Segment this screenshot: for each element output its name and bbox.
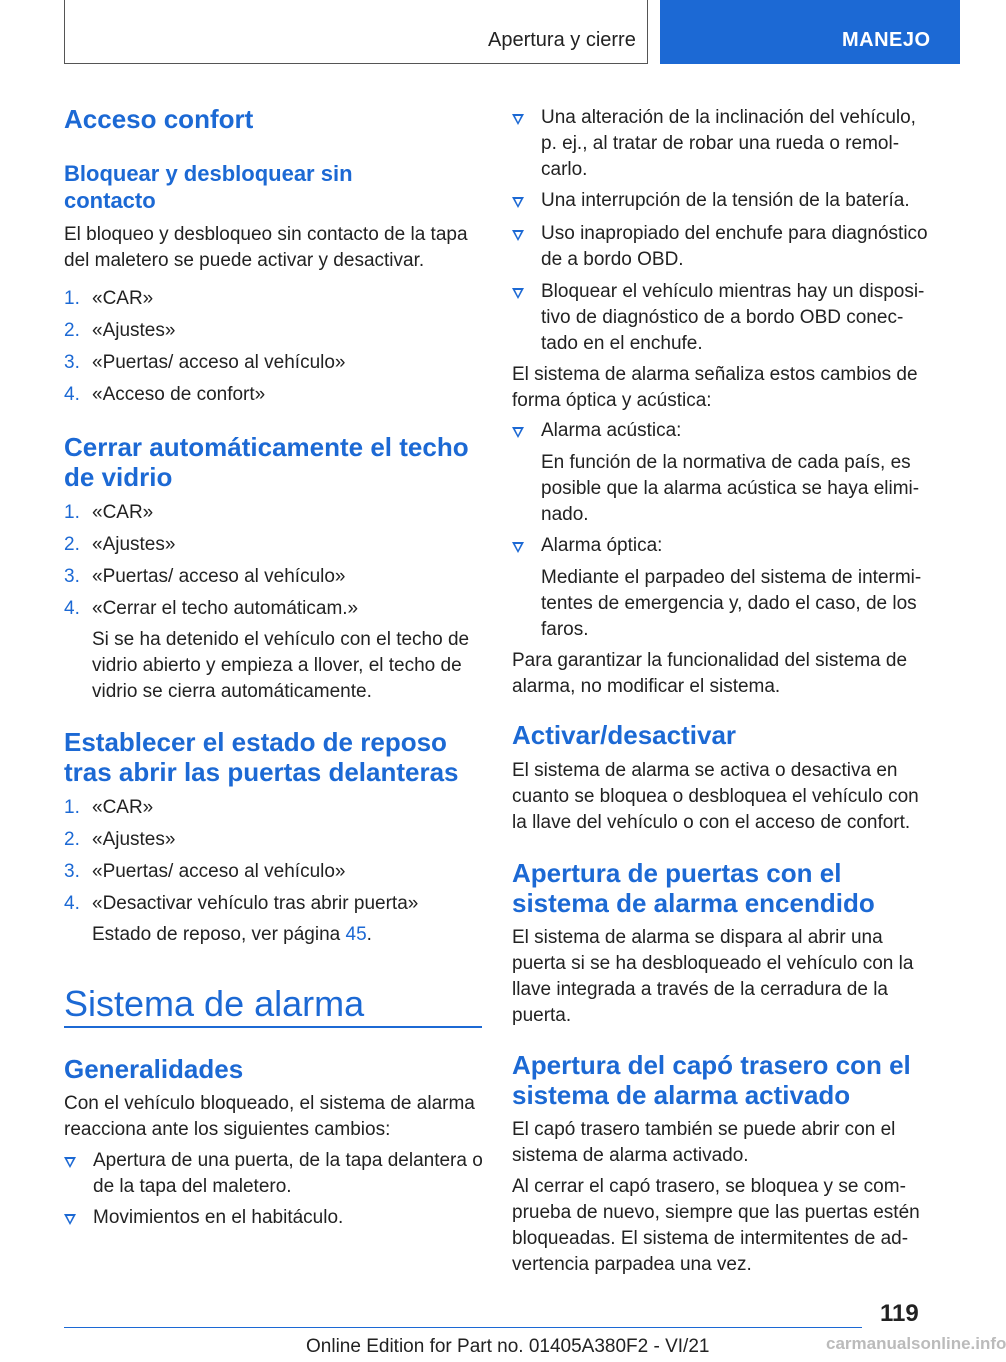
gen-text-line1: Con el vehículo bloqueado, el sistema de alarma (64, 1093, 475, 1114)
r-bullet6-text-line2: tentes de emergencia y, dado el caso, de los (541, 593, 917, 614)
r-bullet5-text-line2: posible que la alarma acústica se haya elimi‐ (541, 478, 920, 499)
list-item: 4. «Acceso de confort» (64, 382, 265, 408)
r-bullet2: Una interrupción de la tensión de la batería. (541, 190, 910, 211)
r-para2-line1: Para garantizar la funcionalidad del sistema de (512, 650, 908, 671)
activar-line1: El sistema de alarma se activa o desactiva en (512, 760, 898, 781)
r-bullet5-text-line1: En función de la normativa de cada país, es (541, 452, 911, 473)
bullet-triangle-icon (64, 1214, 76, 1225)
list-item: 3. «Puertas/ acceso al vehículo» (64, 564, 346, 590)
r-bullet6: Alarma óptica: (541, 535, 663, 556)
gen-bullet2: Movimientos en el habitáculo. (93, 1207, 344, 1228)
capo-p1-line1: El capó trasero también se puede abrir con el (512, 1119, 896, 1140)
bullet-triangle-icon (64, 1157, 76, 1168)
list-item: 2. «Ajustes» (64, 318, 175, 344)
header-chapter-label: MANEJO (842, 29, 931, 51)
capo-heading-line2: sistema de alarma activado (512, 1080, 851, 1110)
page-reference-link[interactable]: 45 (345, 924, 367, 945)
r-bullet6-text-line1: Mediante el parpadeo del sistema de intermi‐ (541, 567, 922, 588)
r-bullet5-text-line3: nado. (541, 504, 589, 525)
bloquear-heading-line2: contacto (64, 188, 156, 213)
sistema-alarma-title: Sistema de alarma (64, 983, 365, 1024)
r-bullet4-line2: tivo de diagnóstico de a bordo OBD conec‐ (541, 307, 904, 328)
cerrar-note-line2: vidrio abierto y empieza a llover, el techo de (92, 655, 462, 676)
step-number: 1. (64, 288, 80, 309)
watermark: carmanualsonline.info (826, 1334, 1006, 1353)
list-item: 1. «CAR» (64, 286, 153, 312)
puertas-line2: puerta si se ha desbloqueado el vehículo con la (512, 953, 914, 974)
step-number: 2. (64, 829, 80, 850)
activar-line2: cuanto se bloquea o desbloquea el vehículo con (512, 786, 919, 807)
step-number: 3. (64, 352, 80, 373)
puertas-line1: El sistema de alarma se dispara al abrir una (512, 927, 883, 948)
acceso-confort-heading: Acceso confort (64, 104, 254, 134)
cerrar-heading-line2: de vidrio (64, 462, 173, 492)
gen-bullet1-line2: de la tapa del maletero. (93, 1176, 292, 1197)
step-number: 3. (64, 566, 80, 587)
r-bullet6-text-line3: faros. (541, 619, 589, 640)
step-number: 2. (64, 320, 80, 341)
bullet-triangle-icon (512, 288, 524, 299)
step-number: 1. (64, 502, 80, 523)
header-section-title: Apertura y cierre (488, 29, 636, 51)
puertas-heading-line1: Apertura de puertas con el (512, 858, 842, 888)
step-number: 4. (64, 893, 80, 914)
bullet-triangle-icon (512, 230, 524, 241)
step-number: 4. (64, 384, 80, 405)
capo-p1-line2: sistema de alarma activado. (512, 1145, 749, 1166)
bullet-triangle-icon (512, 542, 524, 553)
list-item: 4. «Desactivar vehículo tras abrir puerta» (64, 891, 418, 917)
capo-p2-line4: vertencia parpadea una vez. (512, 1254, 752, 1275)
step-number: 3. (64, 861, 80, 882)
bullet-triangle-icon (512, 114, 524, 125)
bloquear-text-line1: El bloqueo y desbloqueo sin contacto de la tapa (64, 224, 468, 245)
r-bullet1-line1: Una alteración de la inclinación del vehículo, (541, 107, 916, 128)
r-bullet1-line2: p. ej., al tratar de robar una rueda o remol‐ (541, 133, 900, 154)
list-item: 4. «Cerrar el techo automáticam.» (64, 596, 358, 622)
bullet-triangle-icon (512, 197, 524, 208)
r-bullet1-line3: carlo. (541, 159, 588, 180)
gen-bullet1-line1: Apertura de una puerta, de la tapa delantera o (93, 1150, 483, 1171)
capo-p2-line2: prueba de nuevo, siempre que las puertas estén (512, 1202, 920, 1223)
page-number: 119 (880, 1300, 919, 1327)
puertas-line3: llave integrada a través de la cerradura de la (512, 979, 889, 1000)
capo-p2-line1: Al cerrar el capó trasero, se bloquea y se com‐ (512, 1176, 906, 1197)
r-para2-line2: alarma, no modificar el sistema. (512, 676, 781, 697)
cerrar-note-line1: Si se ha detenido el vehículo con el techo de (92, 629, 470, 650)
list-item: 2. «Ajustes» (64, 532, 175, 558)
r-para1-line2: forma óptica y acústica: (512, 390, 712, 411)
header-chapter-tab (660, 0, 960, 64)
list-item: 1. «CAR» (64, 500, 153, 526)
step-number: 1. (64, 797, 80, 818)
list-item: 3. «Puertas/ acceso al vehículo» (64, 859, 346, 885)
r-para1-line1: El sistema de alarma señaliza estos cambios de (512, 364, 918, 385)
puertas-line4: puerta. (512, 1005, 572, 1026)
bullet-triangle-icon (512, 427, 524, 438)
list-item: 1. «CAR» (64, 795, 153, 821)
r-bullet5: Alarma acústica: (541, 420, 682, 441)
r-bullet3-line2: de a bordo OBD. (541, 249, 684, 270)
reposo-heading-line1: Establecer el estado de reposo (64, 727, 447, 757)
cerrar-note-line3: vidrio se cierra automáticamente. (92, 681, 372, 702)
activar-line3: la llave del vehículo o con el acceso de confort. (512, 812, 911, 833)
r-bullet3-line1: Uso inapropiado del enchufe para diagnóstico (541, 223, 928, 244)
edition-footer: Online Edition for Part no. 01405A380F2 - VI/21 (306, 1336, 710, 1357)
reposo-note: Estado de reposo, ver página 45. (92, 924, 372, 945)
r-bullet4-line3: tado en el enchufe. (541, 333, 703, 354)
step-number: 4. (64, 598, 80, 619)
bloquear-heading-line1: Bloquear y desbloquear sin (64, 161, 353, 186)
reposo-heading-line2: tras abrir las puertas delanteras (64, 757, 459, 787)
bloquear-text-line2: del maletero se puede activar y desactivar. (64, 250, 425, 271)
puertas-heading-line2: sistema de alarma encendido (512, 888, 875, 918)
title-underline (64, 1026, 482, 1028)
cerrar-heading-line1: Cerrar automáticamente el techo (64, 432, 469, 462)
gen-text-line2: reacciona ante los siguientes cambios: (64, 1119, 391, 1140)
r-bullet4-line1: Bloquear el vehículo mientras hay un disposi‐ (541, 281, 925, 302)
activar-heading: Activar/desactivar (512, 720, 737, 750)
generalidades-heading: Generalidades (64, 1054, 244, 1084)
capo-heading-line1: Apertura del capó trasero con el (512, 1050, 911, 1080)
capo-p2-line3: bloqueadas. El sistema de intermitentes de ad‐ (512, 1228, 909, 1249)
list-item: 3. «Puertas/ acceso al vehículo» (64, 350, 346, 376)
step-number: 2. (64, 534, 80, 555)
footer-divider (64, 1327, 862, 1328)
list-item: 2. «Ajustes» (64, 827, 175, 853)
